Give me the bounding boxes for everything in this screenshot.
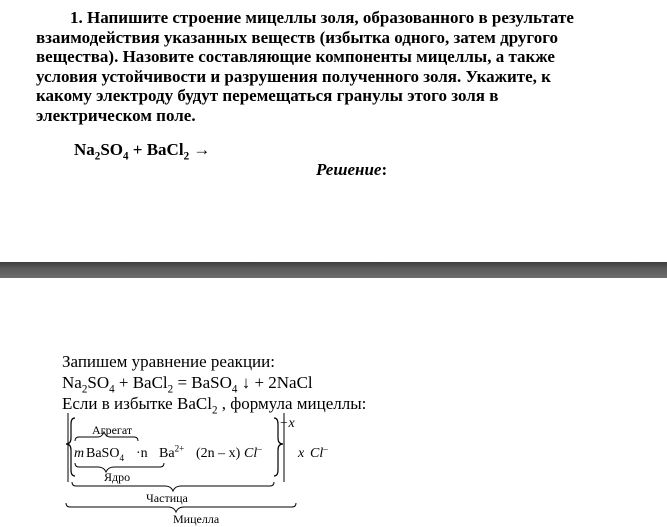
task-line-3: вещества). Назовите составляющие компоненты мицеллы, а также xyxy=(36,47,555,66)
aggregate-label: Агрегат xyxy=(92,423,133,437)
task-line-1: 1. Напишите строение мицеллы золя, образованного в результате xyxy=(70,8,574,27)
counter-ions: Cl– xyxy=(244,443,262,461)
diffuse-layer-count: x xyxy=(298,446,305,461)
task-line-2: взаимодействия указанных веществ (избытка одного, затем другого xyxy=(36,27,559,47)
granule-charge: +x xyxy=(279,416,295,431)
page-separator xyxy=(0,262,667,278)
aggregate-substance: BaSO$_4$ xyxy=(86,446,124,463)
diffuse-layer-ions: Cl– xyxy=(310,443,328,461)
potential-determining-ions: $Ba^{2+}$ xyxy=(159,443,185,461)
task-reaction: $Na_2SO_4$ + BaCl$_2$ → xyxy=(74,140,211,163)
task-line-6: электрическом поле. xyxy=(36,105,196,125)
aggregate-count: m xyxy=(74,446,85,461)
counter-ions-count: (2n – x) xyxy=(196,446,241,461)
document-page-1 xyxy=(0,0,667,262)
micelle-formula xyxy=(60,410,390,527)
task-line-5: какому электроду будут перемещаться гранулы этого золя в xyxy=(36,86,499,105)
excess-statement: Если в избытке BaCl$_2$ , формула мицеллы: xyxy=(62,394,367,417)
micelle-label: Мицелла xyxy=(173,512,220,526)
particle-label: Частица xyxy=(146,491,188,505)
solution-intro: Запишем уравнение реакции: xyxy=(62,352,275,371)
potential-ions-count: ·n xyxy=(136,446,148,461)
task-line-4: условия устойчивости и разрушения полученного золя. Укажите, к xyxy=(36,66,551,86)
task-statement xyxy=(36,8,636,125)
core-label: Ядро xyxy=(104,470,131,484)
solution-equation: $Na_2SO_4$ + BaCl$_2$ = BaSO$_4$ ↓ + 2NaCl xyxy=(62,373,313,396)
solution-heading: Решение: xyxy=(316,160,388,179)
